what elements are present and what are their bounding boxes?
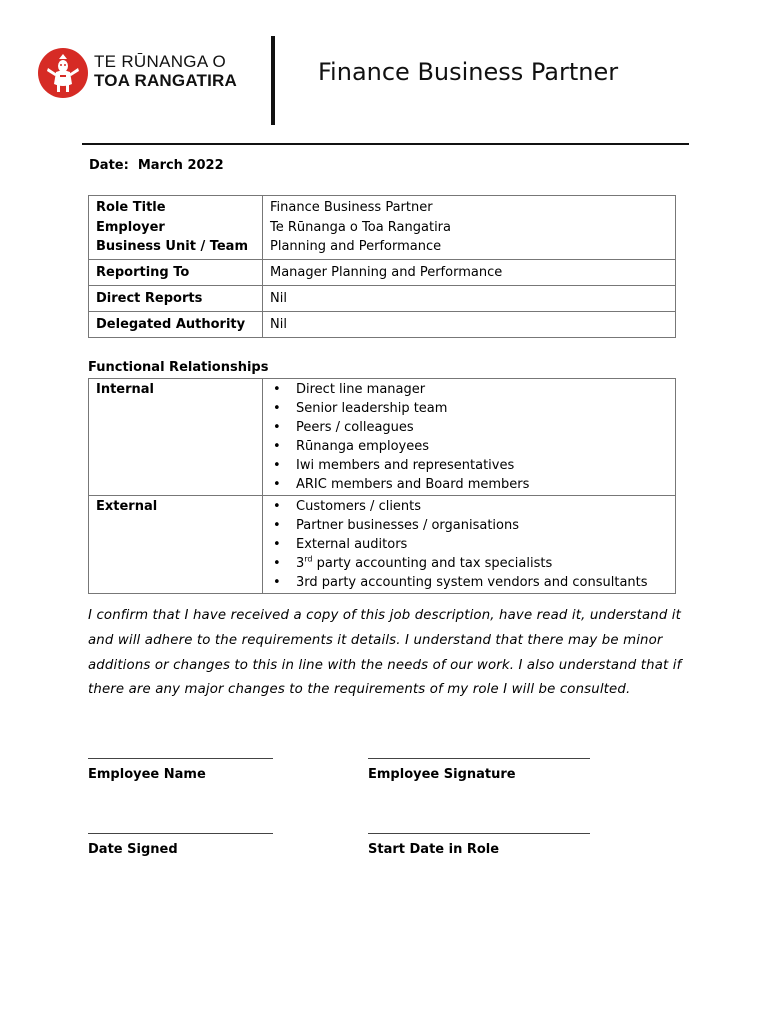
role-info-table — [88, 195, 676, 338]
employee-name-block — [88, 758, 273, 782]
role-title-label: Role Title — [96, 200, 166, 215]
logo-emblem-icon — [38, 48, 88, 98]
table-row — [89, 379, 676, 496]
table-row — [89, 311, 676, 337]
external-label: External — [89, 496, 263, 594]
signature-line — [88, 833, 273, 834]
header-divider-vertical — [271, 36, 275, 125]
list-item: • Rūnanga employees — [270, 437, 668, 456]
list-item: • Partner businesses / organisations — [270, 516, 668, 535]
role-labels-cell — [89, 196, 263, 260]
employer-value: Te Rūnanga o Toa Rangatira — [270, 219, 451, 235]
list-item: • ARIC members and Board members — [270, 475, 668, 494]
date-label: Date: — [89, 158, 129, 173]
document-date — [89, 158, 224, 173]
external-list — [270, 497, 668, 592]
list-item — [270, 554, 668, 573]
list-item: • Peers / colleagues — [270, 418, 668, 437]
functional-relationships-heading: Functional Relationships — [88, 360, 269, 375]
date-signed-label: Date Signed — [88, 842, 178, 857]
employee-signature-label: Employee Signature — [368, 767, 516, 782]
employee-signature-block — [368, 758, 590, 782]
role-title-value: Finance Business Partner — [270, 200, 433, 215]
functional-relationships-table — [88, 378, 676, 594]
date-signed-block — [88, 833, 273, 857]
business-unit-value: Planning and Performance — [270, 239, 442, 254]
reporting-to-value: Manager Planning and Performance — [263, 259, 676, 285]
organisation-logo — [38, 48, 258, 100]
internal-label: Internal — [89, 379, 263, 496]
list-item: • External auditors — [270, 535, 668, 554]
logo-text-line2: TOA RANGATIRA — [94, 71, 237, 90]
internal-list-cell — [263, 379, 676, 496]
direct-reports-value: Nil — [263, 285, 676, 311]
external-list-cell — [263, 496, 676, 594]
role-values-cell — [263, 196, 676, 260]
logo-text-line1: TE RŪNANGA O — [94, 52, 227, 71]
signature-line — [368, 758, 590, 759]
list-item: • Direct line manager — [270, 380, 668, 399]
employer-label: Employer — [96, 219, 165, 235]
signature-line — [88, 758, 273, 759]
list-item: • 3rd party accounting system vendors and consultants — [270, 573, 668, 592]
direct-reports-label: Direct Reports — [89, 285, 263, 311]
internal-list — [270, 380, 668, 494]
employee-name-label: Employee Name — [88, 767, 206, 782]
list-item: • Customers / clients — [270, 497, 668, 516]
table-row — [89, 496, 676, 594]
header-divider-horizontal — [82, 143, 689, 145]
table-row — [89, 285, 676, 311]
signature-line — [368, 833, 590, 834]
delegated-authority-label: Delegated Authority — [89, 311, 263, 337]
reporting-to-label: Reporting To — [89, 259, 263, 285]
ordinal-suffix: rd — [304, 554, 313, 564]
business-unit-label: Business Unit / Team — [96, 239, 248, 254]
list-item: • Senior leadership team — [270, 399, 668, 418]
delegated-authority-value: Nil — [263, 311, 676, 337]
table-row — [89, 259, 676, 285]
date-value: March 2022 — [137, 158, 224, 173]
table-row — [89, 196, 676, 260]
list-item-text: party accounting and tax specialists — [312, 556, 553, 571]
start-date-block — [368, 833, 590, 857]
confirmation-statement: I confirm that I have received a copy of this job description, have read it, understand it and will adhere to the requirements it details. I understand that there may be minor additions or changes to this in line with the needs of our work. I also understand that if there are any major changes to the requirements of my role I will be consulted. — [88, 608, 682, 698]
start-date-label: Start Date in Role — [368, 842, 500, 857]
ordinal-number: 3 — [296, 556, 305, 571]
document-title: Finance Business Partner — [318, 58, 619, 86]
list-item: • Iwi members and representatives — [270, 456, 668, 475]
